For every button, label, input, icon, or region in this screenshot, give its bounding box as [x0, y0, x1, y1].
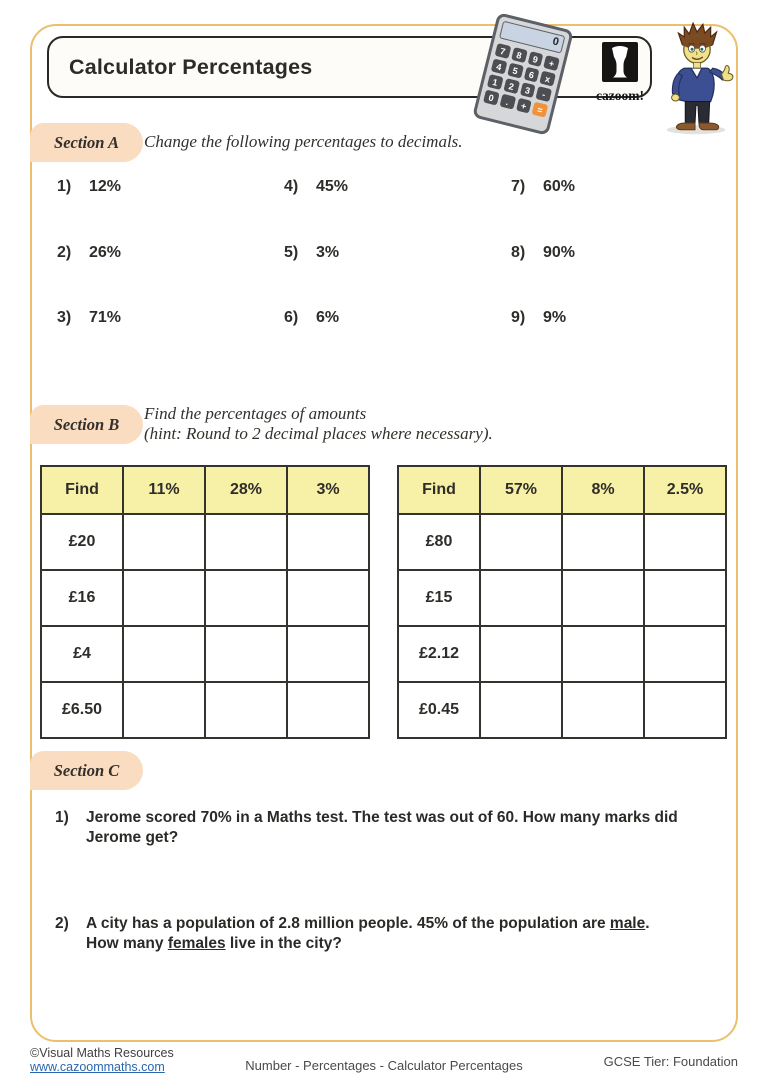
- copyright-text: ©Visual Maths Resources: [30, 1046, 174, 1060]
- calculator-key: 0: [483, 90, 499, 106]
- answer-cell: [480, 682, 562, 738]
- calculator-key: =: [532, 102, 548, 118]
- answer-cell: [205, 626, 287, 682]
- column-header: 57%: [480, 466, 562, 514]
- table-row: [398, 514, 726, 570]
- section-a-badge: [30, 123, 143, 162]
- question-c2: [55, 914, 715, 953]
- answer-cell: [562, 570, 644, 626]
- section-a-label: Section A: [54, 132, 119, 152]
- answer-cell: [123, 514, 205, 570]
- cazoommaths-link[interactable]: www.cazoommaths.com: [30, 1060, 165, 1074]
- question-text: Jerome scored 70% in a Maths test. The test was out of 60. How many marks did Jerome get?: [86, 809, 678, 846]
- row-label: £2.12: [398, 626, 480, 682]
- answer-cell: [644, 626, 726, 682]
- question-a6: 6) 6%: [284, 309, 340, 326]
- footer-tier: GCSE Tier: Foundation: [603, 1054, 738, 1069]
- calculator-key: .: [499, 94, 515, 110]
- question-a8: 8) 90%: [511, 244, 576, 261]
- answer-cell: [480, 570, 562, 626]
- table-row: [398, 570, 726, 626]
- cazoom-logo-icon: [602, 42, 638, 82]
- answer-cell: [287, 514, 369, 570]
- section-b-instruction-line1: Find the percentages of amounts: [144, 404, 367, 423]
- calculator-key: x: [539, 71, 555, 87]
- calculator-key: 7: [495, 43, 511, 59]
- calculator-key: 6: [523, 67, 539, 83]
- answer-cell: [480, 626, 562, 682]
- row-label: £16: [41, 570, 123, 626]
- section-b-badge: [30, 405, 143, 444]
- column-header: Find: [41, 466, 123, 514]
- answer-cell: [644, 514, 726, 570]
- answer-cell: [287, 682, 369, 738]
- question-a9: 9) 9%: [511, 309, 567, 326]
- footer-breadcrumb: Number - Percentages - Calculator Percentages: [245, 1058, 523, 1073]
- percentages-table-right: [397, 465, 727, 739]
- calculator-key: 5: [507, 63, 523, 79]
- calculator-key: -: [536, 86, 552, 102]
- question-a4: 4) 45%: [284, 178, 349, 195]
- cazoom-logo-text: cazoom!: [596, 88, 644, 103]
- table-row: [41, 514, 369, 570]
- answer-cell: [480, 514, 562, 570]
- calculator-screen: 0: [499, 21, 565, 54]
- answer-cell: [287, 570, 369, 626]
- section-b-label: Section B: [53, 414, 120, 434]
- question-number: 1): [55, 809, 69, 826]
- calculator-key: +: [516, 98, 532, 114]
- column-header: 3%: [287, 466, 369, 514]
- section-c-label: Section C: [53, 760, 120, 780]
- calculator-key: 2: [503, 78, 519, 94]
- answer-cell: [123, 626, 205, 682]
- section-c-badge: [30, 751, 143, 790]
- table-row: [398, 626, 726, 682]
- column-header: 2.5%: [644, 466, 726, 514]
- section-a-instruction: Change the following percentages to decimals.: [144, 132, 463, 151]
- question-a3: 3) 71%: [57, 309, 122, 326]
- answer-cell: [205, 682, 287, 738]
- table-row: [398, 682, 726, 738]
- row-label: £15: [398, 570, 480, 626]
- table-header-row: [41, 466, 369, 514]
- question-text: A city has a population of 2.8 million people. 45% of the population are male. How many females live in the city?: [86, 915, 650, 952]
- page-title: Calculator Percentages: [69, 54, 313, 79]
- question-a7: 7) 60%: [511, 178, 576, 195]
- answer-cell: [205, 514, 287, 570]
- calculator-key: +: [543, 55, 559, 71]
- calculator-key: 9: [527, 51, 543, 67]
- answer-cell: [205, 570, 287, 626]
- question-a1: 1) 12%: [57, 178, 122, 195]
- row-label: £80: [398, 514, 480, 570]
- question-c1: [55, 808, 715, 847]
- section-b-instruction-line2: (hint: Round to 2 decimal places where necessary).: [144, 424, 493, 443]
- answer-cell: [644, 570, 726, 626]
- answer-cell: [562, 514, 644, 570]
- answer-cell: [123, 570, 205, 626]
- column-header: 28%: [205, 466, 287, 514]
- answer-cell: [562, 682, 644, 738]
- answer-cell: [644, 682, 726, 738]
- answer-cell: [123, 682, 205, 738]
- table-row: [41, 570, 369, 626]
- column-header: Find: [398, 466, 480, 514]
- row-label: £6.50: [41, 682, 123, 738]
- percentages-table-left: [40, 465, 370, 739]
- row-label: £4: [41, 626, 123, 682]
- question-a5: 5) 3%: [284, 244, 340, 261]
- answer-cell: [562, 626, 644, 682]
- table-row: [41, 626, 369, 682]
- column-header: 8%: [562, 466, 644, 514]
- question-number: 2): [55, 915, 69, 932]
- row-label: £20: [41, 514, 123, 570]
- calculator-keypad: [483, 43, 560, 118]
- calculator-key: 4: [491, 58, 507, 74]
- calculator-key: 8: [511, 47, 527, 63]
- table-header-row: [398, 466, 726, 514]
- answer-cell: [287, 626, 369, 682]
- student-character-illustration: [652, 18, 740, 138]
- question-a2: 2) 26%: [57, 244, 122, 261]
- table-row: [41, 682, 369, 738]
- column-header: 11%: [123, 466, 205, 514]
- cazoom-logo: [592, 42, 648, 104]
- calculator-key: 3: [519, 82, 535, 98]
- row-label: £0.45: [398, 682, 480, 738]
- calculator-key: 1: [487, 74, 503, 90]
